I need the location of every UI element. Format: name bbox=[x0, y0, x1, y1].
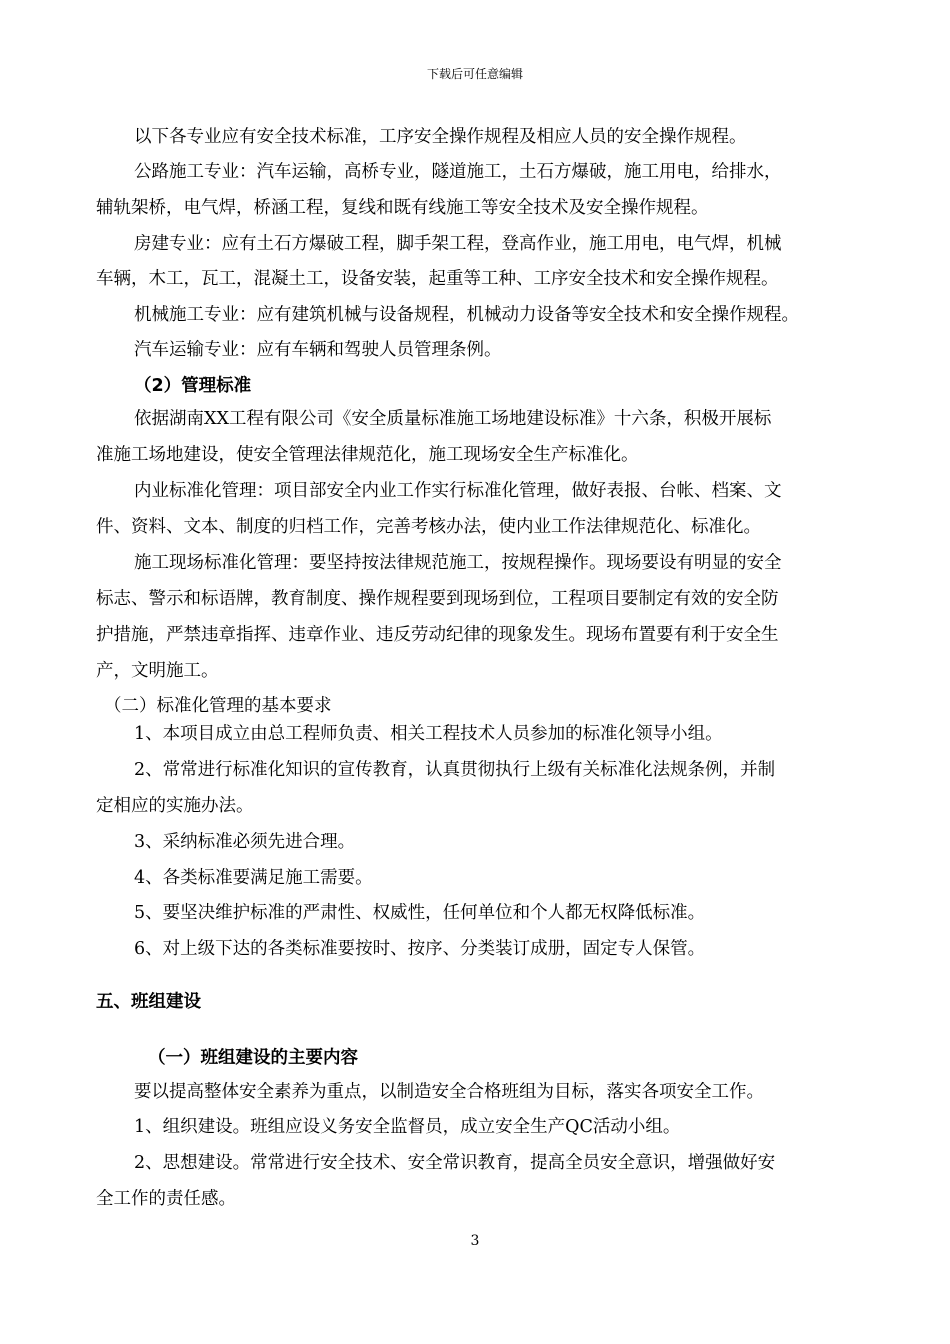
paragraph-line: 机械施工专业：应有建筑机械与设备规程，机械动力设备等安全技术和安全操作规程。 bbox=[134, 305, 799, 325]
list-item-continuation: 全工作的责任感。 bbox=[96, 1189, 236, 1209]
subheading: （2）管理标准 bbox=[134, 376, 252, 396]
paragraph-line: 施工现场标准化管理：要坚持按法律规范施工，按规程操作。现场要设有明显的安全 bbox=[134, 553, 782, 573]
list-item: 2、常常进行标准化知识的宣传教育，认真贯彻执行上级有关标准化法规条例，并制 bbox=[134, 760, 776, 780]
paragraph-line: 以下各专业应有安全技术标准，工序安全操作规程及相应人员的安全操作规程。 bbox=[134, 127, 747, 147]
paragraph-line: 车辆，木工，瓦工，混凝土工，设备安装，起重等工种、工序安全技术和安全操作规程。 bbox=[96, 269, 779, 289]
list-item: 1、组织建设。班组应设义务安全监督员，成立安全生产QC活动小组。 bbox=[134, 1117, 681, 1137]
list-item: 1、本项目成立由总工程师负责、相关工程技术人员参加的标准化领导小组。 bbox=[134, 724, 723, 744]
list-item: 4、各类标准要满足施工需要。 bbox=[134, 868, 373, 888]
page-number: 3 bbox=[470, 1233, 480, 1249]
list-item: 5、要坚决维护标准的严肃性、权威性，任何单位和个人都无权降低标准。 bbox=[134, 903, 706, 923]
paragraph-line: 护措施，严禁违章指挥、违章作业、违反劳动纪律的现象发生。现场布置要有利于安全生 bbox=[96, 625, 779, 645]
list-item: 6、对上级下达的各类标准要按时、按序、分类装订成册，固定专人保管。 bbox=[134, 939, 706, 959]
list-item-continuation: 定相应的实施办法。 bbox=[96, 796, 254, 816]
paragraph-line: 房建专业：应有土石方爆破工程，脚手架工程，登高作业，施工用电，电气焊，机械 bbox=[134, 234, 782, 254]
paragraph-line: 标志、警示和标语牌，教育制度、操作规程要到现场到位，工程项目要制定有效的安全防 bbox=[96, 589, 779, 609]
paragraph-line: 产，文明施工。 bbox=[96, 661, 219, 681]
paragraph-line: 要以提高整体安全素养为重点，以制造安全合格班组为目标，落实各项安全工作。 bbox=[134, 1082, 764, 1102]
subsection-heading: （一）班组建设的主要内容 bbox=[148, 1048, 358, 1068]
paragraph-line: 件、资料、文本、制度的归档工作，完善考核办法，使内业工作法律规范化、标准化。 bbox=[96, 517, 761, 537]
paragraph-line: 准施工场地建设，使安全管理法律规范化，施工现场安全生产标准化。 bbox=[96, 445, 639, 465]
page-header: 下载后可任意编辑 bbox=[426, 67, 523, 81]
paragraph-line: 内业标准化管理：项目部安全内业工作实行标准化管理，做好表报、台帐、档案、文 bbox=[134, 481, 782, 501]
paragraph-line: 依据湖南XX工程有限公司《安全质量标准施工场地建设标准》十六条，积极开展标 bbox=[134, 409, 772, 429]
paragraph-line: 汽车运输专业：应有车辆和驾驶人员管理条例。 bbox=[134, 340, 502, 360]
section-heading: 五、班组建设 bbox=[96, 992, 201, 1012]
section-subheading: （二）标准化管理的基本要求 bbox=[104, 696, 332, 716]
paragraph-line: 公路施工专业：汽车运输，高桥专业，隧道施工，土石方爆破，施工用电，给排水， bbox=[134, 162, 782, 182]
paragraph-line: 辅轨架桥，电气焊，桥涵工程，复线和既有线施工等安全技术及安全操作规程。 bbox=[96, 198, 709, 218]
list-item: 2、思想建设。常常进行安全技术、安全常识教育，提高全员安全意识，增强做好安 bbox=[134, 1153, 776, 1173]
list-item: 3、采纳标准必须先进合理。 bbox=[134, 832, 356, 852]
